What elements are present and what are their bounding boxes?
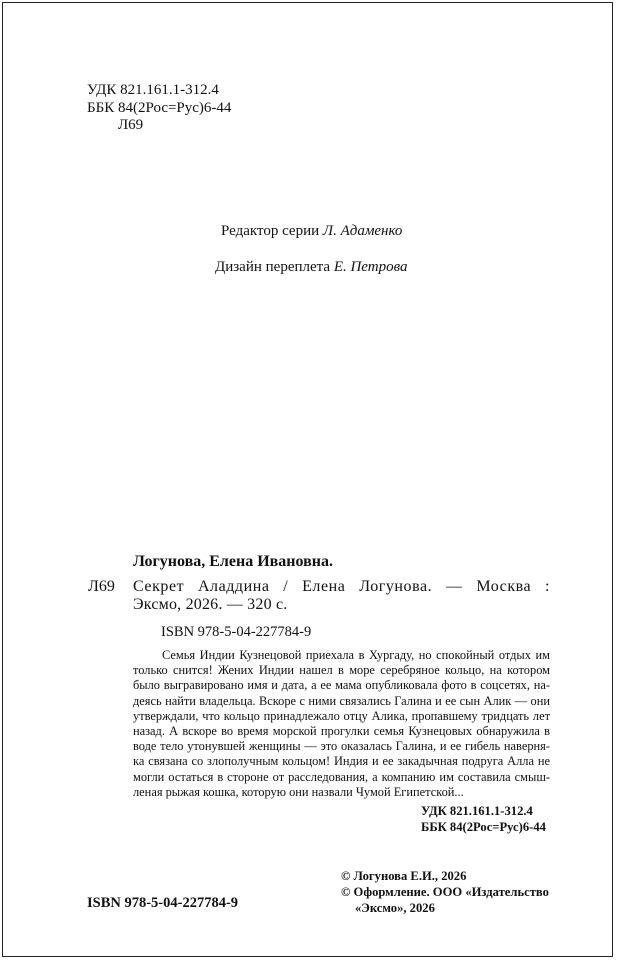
udk-code: УДК 821.161.1-312.4 [87, 82, 219, 98]
bottom-udk-code: УДК 821.161.1-312.4 [421, 804, 533, 818]
bottom-classification [421, 803, 546, 835]
annotation [133, 648, 550, 800]
record-title-line-1: Секрет Аладдина / Елена Логунова. — Москва : [133, 578, 550, 595]
bbk-code: ББК 84(2Рос=Рус)6-44 [87, 99, 232, 116]
series-editor-credit [221, 222, 402, 240]
cover-design-credit [215, 258, 408, 276]
copyright-design-line-2: «Эксмо», 2026 [355, 901, 435, 915]
cover-design-name: Е. Петрова [333, 259, 408, 275]
copyright-design-line-1: © Оформление. ООО «Издательство [341, 885, 549, 899]
cover-design-label: Дизайн переплета [215, 259, 331, 275]
series-editor-label: Редактор серии [221, 223, 320, 239]
classification-block [87, 82, 231, 135]
annotation-text: Семья Индии Кузнецовой приехала в Хургаду, но спокойный отдых им только снится! Жених Индии нашел в море серебряное кольцо, на котором было выгравировано имя и дата, а ее мама опубликовала фото в соцсетях, надеясь найти владельца. Вскоре с ними связались Галина и ее сын Алик — они утверждали, что кольцо принадлежало отцу Алика, пропавшему тридцать лет назад. А вскоре во время морской прогулки семья Кузнецовых обнаружила в воде тело утонувшей женщины — это оказалась Галина, и ее гибель наверняка связана со злополучным кольцом! Индия и ее закадычная подруга Алла не могли остаться в стороне от расследования, а компанию им составила смышленая рыжая кошка, которую они назвали Чумой Египетской... [133, 648, 550, 799]
bottom-bbk-code: ББК 84(2Рос=Рус)6-44 [421, 820, 546, 834]
copyright-author: © Логунова Е.И., 2026 [341, 869, 467, 883]
isbn-bottom: ISBN 978-5-04-227784-9 [87, 895, 239, 911]
record-author: Логунова, Елена Ивановна. [133, 553, 333, 570]
author-mark: Л69 [118, 117, 144, 133]
series-editor-name: Л. Адаменко [322, 223, 403, 239]
copyright-block [341, 868, 549, 916]
record-isbn: ISBN 978-5-04-227784-9 [161, 624, 312, 640]
record-author-mark: Л69 [88, 578, 115, 595]
record-title-line-2: Эксмо, 2026. — 320 с. [133, 596, 288, 613]
